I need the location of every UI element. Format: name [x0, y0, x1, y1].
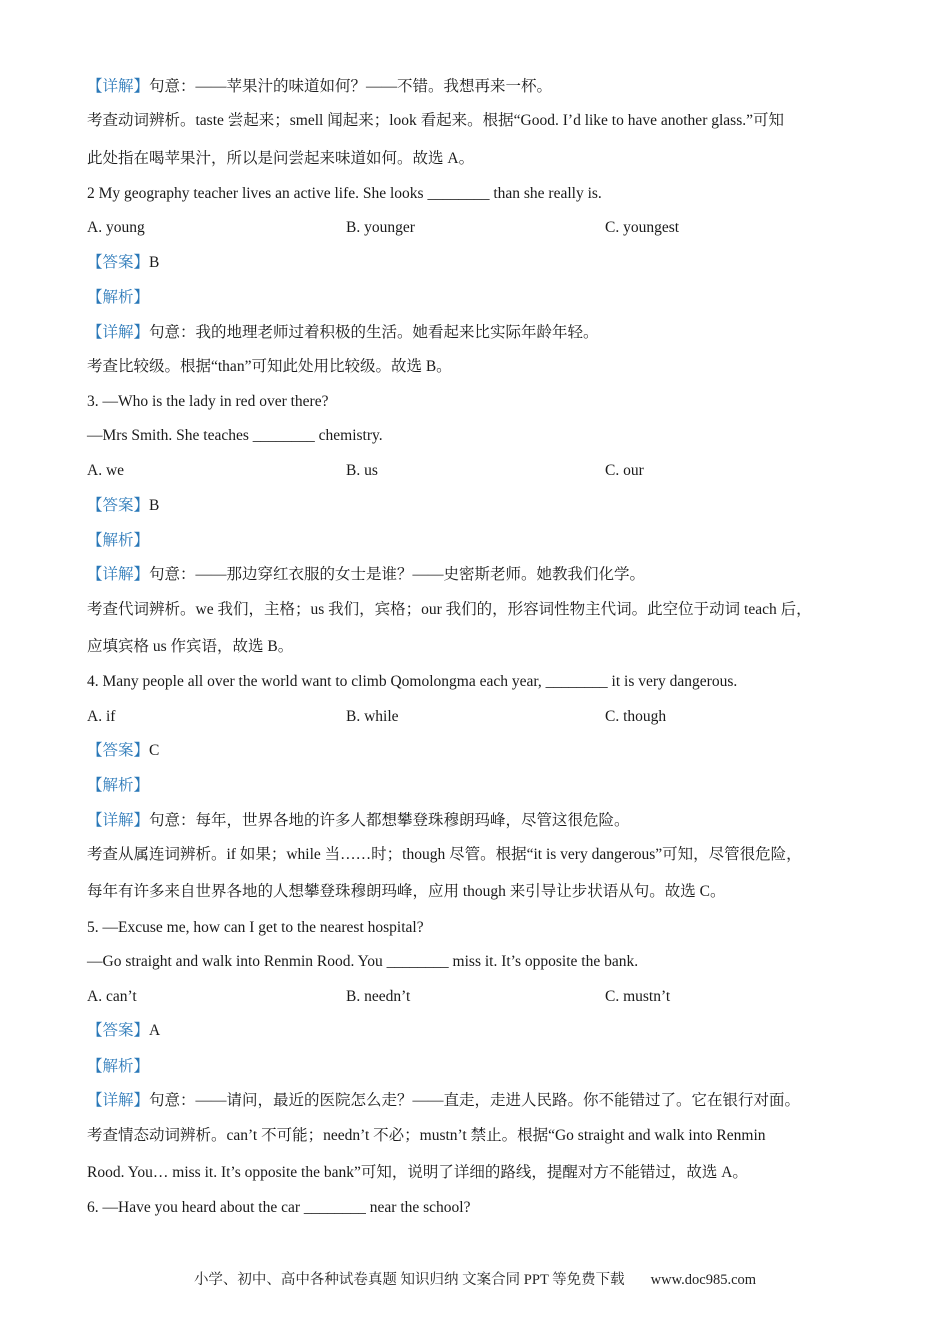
q6-question: 6. —Have you heard about the car ________ near the school?: [87, 1199, 471, 1216]
q5-question-line2: —Go straight and walk into Renmin Rood. You ________ miss it. It’s opposite the bank.: [87, 953, 639, 970]
q3-option-c: C. our: [605, 462, 644, 479]
q5-question-line1: 5. —Excuse me, how can I get to the nearest hospital?: [87, 919, 424, 936]
q2-analysis-tag: 【解析】: [87, 289, 150, 306]
q5-explanation-line2: Rood. You… miss it. It’s opposite the bank”可知，说明了详细的路线，提醒对方不能错过，故选 A。: [87, 1164, 748, 1181]
q3-question-line2: —Mrs Smith. She teaches ________ chemistry.: [87, 427, 383, 444]
q4-answer: 【答案】C: [87, 742, 160, 759]
q2-option-c: C. youngest: [605, 219, 680, 236]
q5-detail: 【详解】句意：——请问，最近的医院怎么走？——直走，走进人民路。你不能错过了。它在银行对面。: [87, 1092, 801, 1109]
answer-tag: 【答案】: [87, 742, 150, 759]
detail-tag: 【详解】: [87, 566, 150, 583]
q4-option-c: C. though: [605, 708, 667, 725]
q4-detail: 【详解】句意：每年，世界各地的许多人都想攀登珠穆朗玛峰，尽管这很危险。: [87, 812, 630, 829]
footer-text: 小学、初中、高中各种试卷真题 知识归纳 文案合同 PPT 等免费下载: [193, 1272, 625, 1288]
q3-question-line1: 3. —Who is the lady in red over there?: [87, 393, 329, 410]
q3-answer: 【答案】B: [87, 497, 160, 514]
q5-analysis-tag: 【解析】: [87, 1058, 150, 1075]
detail-tag: 【详解】: [87, 324, 150, 341]
detail-tag: 【详解】: [87, 78, 150, 95]
answer-tag: 【答案】: [87, 254, 150, 271]
q4-question: 4. Many people all over the world want to climb Qomolongma each year, ________ it is very dangerous.: [87, 673, 738, 690]
q1-explanation-line2: 此处指在喝苹果汁，所以是问尝起来味道如何。故选 A。: [87, 150, 475, 167]
q5-option-a: A. can’t: [87, 988, 137, 1005]
q3-explanation-line1: 考查代词辨析。we 我们，主格；us 我们，宾格；our 我们的，形容词性物主代词。此空位于动词 teach 后，: [87, 601, 812, 618]
q3-detail: 【详解】句意：——那边穿红衣服的女士是谁？——史密斯老师。她教我们化学。: [87, 566, 646, 583]
footer-website-link[interactable]: www.doc985.com: [650, 1272, 757, 1288]
q2-option-a: A. young: [87, 219, 145, 236]
detail-tag: 【详解】: [87, 1092, 150, 1109]
q3-explanation-line2: 应填宾格 us 作宾语，故选 B。: [87, 638, 294, 655]
q4-analysis-tag: 【解析】: [87, 777, 150, 794]
q4-explanation-line1: 考查从属连词辨析。if 如果；while 当……时；though 尽管。根据“it is very dangerous”可知，尽管很危险，: [87, 846, 802, 863]
q2-answer: 【答案】B: [87, 254, 160, 271]
answer-tag: 【答案】: [87, 497, 150, 514]
q2-detail: 【详解】句意：我的地理老师过着积极的生活。她看起来比实际年龄年轻。: [87, 324, 599, 341]
detail-tag: 【详解】: [87, 812, 150, 829]
q5-explanation-line1: 考查情态动词辨析。can’t 不可能；needn’t 不必；mustn’t 禁止。根据“Go straight and walk into Renmin: [87, 1127, 766, 1144]
q2-option-b: B. younger: [346, 219, 415, 236]
q2-question: 2 My geography teacher lives an active life. She looks ________ than she really is.: [87, 185, 602, 202]
q3-option-a: A. we: [87, 462, 125, 479]
q4-option-a: A. if: [87, 708, 116, 725]
q5-option-b: B. needn’t: [346, 988, 411, 1005]
page-footer: [0, 1268, 950, 1289]
q5-option-c: C. mustn’t: [605, 988, 671, 1005]
q3-option-b: B. us: [346, 462, 378, 479]
q4-explanation-line2: 每年有许多来自世界各地的人想攀登珠穆朗玛峰，应用 though 来引导让步状语从句。故选 C。: [87, 883, 726, 900]
answer-tag: 【答案】: [87, 1022, 150, 1039]
q3-analysis-tag: 【解析】: [87, 532, 150, 549]
q5-answer: 【答案】A: [87, 1022, 161, 1039]
q1-detail: 【详解】句意：——苹果汁的味道如何？——不错。我想再来一杯。: [87, 78, 553, 95]
q2-explanation: 考查比较级。根据“than”可知此处用比较级。故选 B。: [87, 358, 452, 375]
q1-explanation-line1: 考查动词辨析。taste 尝起来；smell 闻起来；look 看起来。根据“Good. I’d like to have another glass.”可知: [87, 112, 784, 129]
q4-option-b: B. while: [346, 708, 399, 725]
